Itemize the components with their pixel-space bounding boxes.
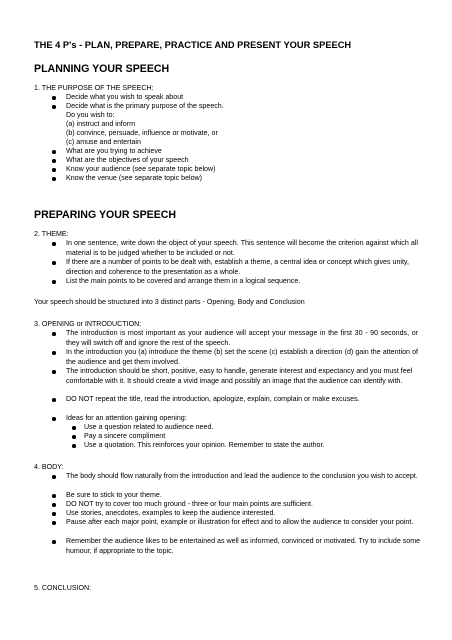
bullet-icon bbox=[52, 150, 56, 154]
list-item-subline: (b) convince, persuade, influence or motivate, or bbox=[66, 129, 218, 137]
list-item-subline: (c) amuse and entertain bbox=[66, 138, 141, 146]
list-item: What are the objectives of your speech bbox=[66, 156, 189, 164]
structure-note: Your speech should be structured into 3 distinct parts - Opening, Body and Conclusion bbox=[34, 298, 305, 306]
bullet-icon bbox=[52, 332, 56, 336]
purpose-item: 1. THE PURPOSE OF THE SPEECH: bbox=[34, 84, 154, 92]
bullet-icon bbox=[52, 398, 56, 402]
bullet-icon bbox=[52, 540, 56, 544]
bullet-icon bbox=[52, 512, 56, 516]
bullet-icon bbox=[52, 261, 56, 265]
bullet-icon bbox=[72, 444, 76, 448]
list-item: DO NOT try to cover too much ground - three or four main points are sufficient. bbox=[66, 500, 313, 508]
bullet-icon bbox=[52, 96, 56, 100]
sub-list-item: Use a quotation. This reinforces your opinion. Remember to state the author. bbox=[84, 441, 325, 449]
bullet-icon bbox=[52, 475, 56, 479]
bullet-icon bbox=[52, 370, 56, 374]
list-item: Decide what you wish to speak about bbox=[66, 93, 184, 101]
list-item: List the main points to be covered and arrange them in a logical sequence. bbox=[66, 277, 301, 285]
list-item: The body should flow naturally from the introduction and lead the audience to the conclusion you wish to accept. bbox=[66, 472, 418, 480]
bullet-icon bbox=[52, 105, 56, 109]
preparing-heading: PREPARING YOUR SPEECH bbox=[34, 209, 177, 221]
list-item: In one sentence, write down the object of your speech. This sentence will become the criterion against which all material is to be judged whether to be included or not. bbox=[66, 239, 418, 257]
bullet-icon bbox=[52, 168, 56, 172]
theme-item: 2. THEME: bbox=[34, 230, 69, 238]
list-item: If there are a number of points to be dealt with, establish a theme, a central idea or concept which gives unity, direction and coherence to the presentation as a whole. bbox=[66, 258, 409, 276]
document-title: THE 4 P's - PLAN, PREPARE, PRACTICE AND PRESENT YOUR SPEECH bbox=[34, 40, 352, 50]
sub-list-item: Pay a sincere compliment bbox=[84, 432, 166, 440]
conclusion-item: 5. CONCLUSION: bbox=[34, 584, 92, 592]
bullet-icon bbox=[52, 351, 56, 355]
list-item-subline: (a) instruct and inform bbox=[66, 120, 135, 128]
bullet-icon bbox=[52, 494, 56, 498]
bullet-icon bbox=[52, 521, 56, 525]
list-item: Remember the audience likes to be entertained as well as informed, convinced or motivated. Try to include some humour, if appropriate to the topic. bbox=[66, 537, 421, 555]
bullet-icon bbox=[72, 435, 76, 439]
list-item: Decide what is the primary purpose of the speech. bbox=[66, 102, 224, 110]
bullet-icon bbox=[52, 177, 56, 181]
bullet-icon bbox=[52, 280, 56, 284]
sub-list-item: Use a question related to audience need. bbox=[84, 423, 214, 431]
bullet-icon bbox=[52, 503, 56, 507]
planning-heading: PLANNING YOUR SPEECH bbox=[34, 63, 170, 75]
list-item: DO NOT repeat the title, read the introduction, apologize, explain, complain or make excuses. bbox=[66, 395, 360, 403]
list-item: Know the venue (see separate topic below) bbox=[66, 174, 203, 182]
list-item: Know your audience (see separate topic below) bbox=[66, 165, 216, 173]
list-item-subline: Do you wish to: bbox=[66, 111, 115, 119]
list-item: Pause after each major point, example or illustration for effect and to allow the audience to consider your point. bbox=[66, 518, 414, 526]
list-item: The introduction should be short, positive, easy to handle, generate interest and expectancy and you must feel comfortable with it. It should create a vivid image and possibly an image that the audience can identify with. bbox=[66, 367, 413, 385]
body-item: 4. BODY: bbox=[34, 463, 64, 471]
list-item: Use stories, anecdotes, examples to keep the audience interested. bbox=[66, 509, 276, 517]
bullet-icon bbox=[52, 159, 56, 163]
list-item: Ideas for an attention gaining opening: bbox=[66, 414, 187, 422]
bullet-icon bbox=[52, 242, 56, 246]
bullet-icon bbox=[72, 426, 76, 430]
bullet-icon bbox=[52, 417, 56, 421]
list-item: Be sure to stick to your theme. bbox=[66, 491, 162, 499]
list-item: In the introduction you (a) introduce the theme (b) set the scene (c) establish a direction (d) gain the attention of the audience and get them involved. bbox=[66, 348, 418, 366]
opening-item: 3. OPENING or INTRODUCTION: bbox=[34, 320, 142, 328]
list-item: What are you trying to achieve bbox=[66, 147, 162, 155]
list-item: The introduction is most important as your audience will accept your message in the first 30 - 90 seconds, or they will switch off and ignore the rest of the speech. bbox=[66, 329, 418, 347]
